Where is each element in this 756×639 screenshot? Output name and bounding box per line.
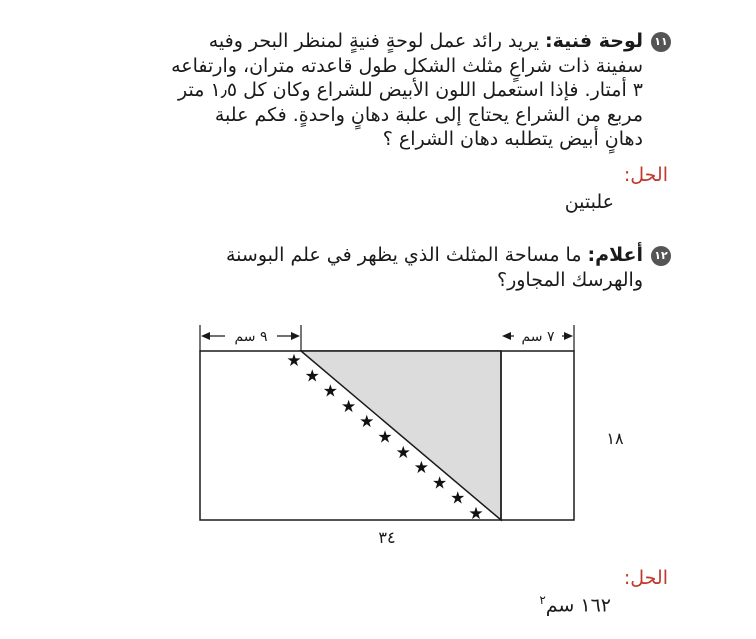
problem-number-badge: ١١ [651,32,671,52]
arrowhead [564,332,573,340]
problem-keyword: أعلام: [587,244,643,266]
flag-star: ★ [431,473,448,494]
problem-text-line: ما مساحة المثلث الذي يظهر في علم البوسنة [226,244,582,266]
solution-label: الحل: [623,164,668,186]
problem-text-line: مربع من الشراع يحتاج إلى علبة دهانٍ واحدةٍ. فكم علبة [214,103,643,126]
answer-exponent: ٢ [539,593,546,607]
flag-star: ★ [359,412,375,433]
answer-text [539,593,611,616]
flag-star: ★ [322,381,339,402]
flag-star: ★ [286,351,302,371]
answer-text: علبتين [564,191,614,213]
arrowhead [502,332,511,340]
problem-keyword: لوحة فنية: [545,30,643,52]
width-label: ٣٤ [378,528,396,547]
shaded-triangle [301,351,501,520]
arrowhead [201,332,210,340]
dimension-label-left: ٩ سم [234,329,268,345]
flag-star: ★ [340,396,357,417]
problem-number-badge: ١٢ [651,246,671,266]
flag-star: ★ [377,427,393,448]
flag-star: ★ [395,442,411,463]
problem-text-line: ٣ أمتار. فإذا استعمل اللون الأبيض للشراع وكان كل ١٫٥ متر [178,79,643,101]
problem-text-line: والهرسك المجاور؟ [497,268,643,291]
dimension-label-right: ٧ سم [521,329,555,345]
problem-text-line: سفينة ذات شراعٍ مثلث الشكل طول قاعدته متران، وارتفاعه [171,54,643,77]
solution-label: الحل: [623,567,668,589]
arrowhead [291,332,300,340]
problem-text-line: دهانٍ أبيض يتطلبه دهان الشراع ؟ [382,128,643,150]
answer-value: ١٦٢ سم [545,594,611,617]
height-label: ١٨ [606,429,624,448]
flag-star: ★ [468,504,484,524]
problem-text-line: يريد رائد عمل لوحةٍ فنيةٍ لمنظر البحر وفيه [208,30,539,52]
flag-star: ★ [413,458,430,479]
flag-star: ★ [304,366,320,387]
flag-star: ★ [450,488,466,509]
